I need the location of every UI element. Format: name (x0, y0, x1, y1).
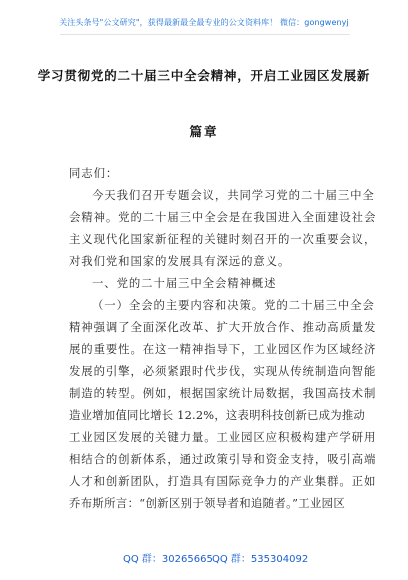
document-title-line-1: 学习贯彻党的二十届三中全会精神，开启工业园区发展新 (37, 68, 371, 83)
document-body (69, 162, 377, 514)
paragraph-line: 制造的转型。例如，根据国家统计局数据，我国高技术制 (69, 386, 377, 400)
paragraph-line: 今天我们召开专题会议，共同学习党的二十届三中全 (92, 188, 375, 202)
salutation: 同志们： (69, 166, 119, 180)
paragraph-line: 相结合的创新体系，通过政策引导和资金支持，吸引高端 (69, 452, 377, 466)
paragraph-line: 对我们党和国家的发展具有深远的意义。 (69, 254, 291, 268)
paragraph-line: 造业增加值同比增长 12.2%，这表明科技创新已成为推动 (69, 408, 366, 422)
paragraph-line: 乔布斯所言：“创新区别于领导者和追随者。”工业园区 (69, 496, 345, 510)
header-banner: 关注头条号"公文研究"，获得最新最全最专业的公文资料库！ 微信：gongwenyj (59, 18, 349, 27)
footer (0, 550, 408, 568)
paragraph-line: 精神强调了全面深化改革、扩大开放合作、推动高质量发 (69, 320, 377, 334)
paragraph-line: 人才和创新团队，打造具有国际竞争力的产业集群。正如 (69, 474, 377, 488)
section-heading: 一、党的二十届三中全会精神概述 (92, 276, 277, 290)
paragraph-line: （一）全会的主要内容和决策。党的二十届三中全会 (92, 298, 375, 312)
paragraph-line: 工业园区发展的关键力量。工业园区应积极构建产学研用 (69, 430, 377, 444)
document-title-line-2: 篇章 (189, 124, 219, 139)
paragraph-line: 发展的引擎，必须紧跟时代步伐，实现从传统制造向智能 (69, 364, 377, 378)
paragraph-line: 会精神。党的二十届三中全会是在我国进入全面建设社会 (69, 210, 377, 224)
header-divider (60, 34, 350, 35)
qq-group-link-1[interactable]: QQ 群：30265665 (123, 554, 213, 565)
paragraph-line: 主义现代化国家新征程的关键时刻召开的一次重要会议， (69, 232, 377, 246)
paragraph-line: 展的重要性。在这一精神指导下，工业园区作为区域经济 (69, 342, 377, 356)
qq-group-link-2[interactable]: QQ 群：535304092 (212, 554, 309, 565)
